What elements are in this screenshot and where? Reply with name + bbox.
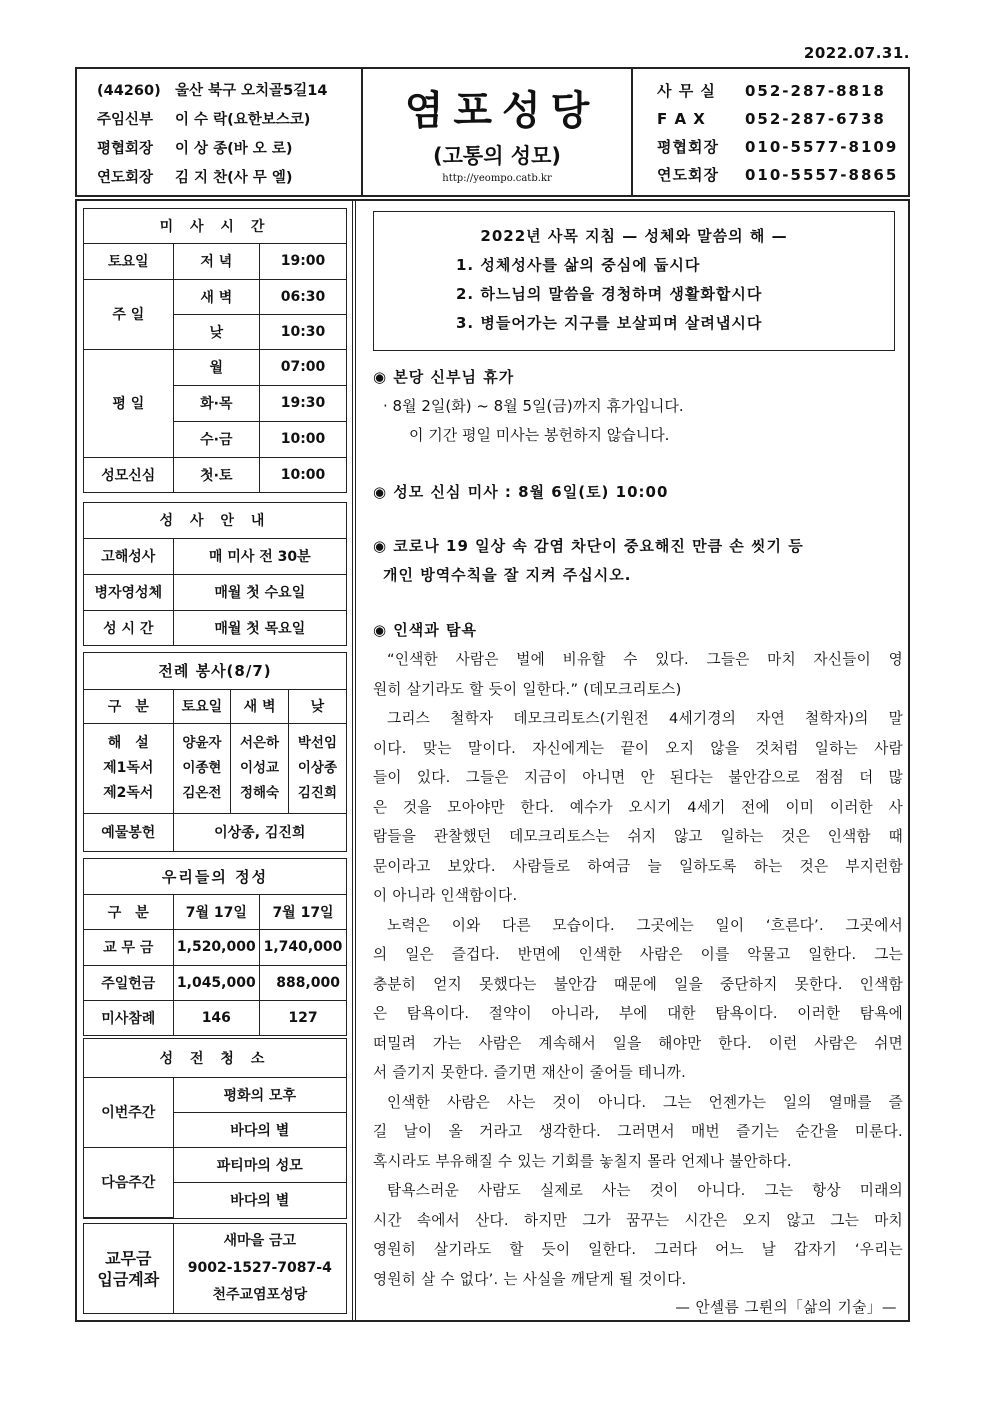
contact-label: 사 무 실: [657, 82, 716, 100]
donation-value: 146: [173, 1000, 259, 1035]
liturgy-roles: 해 설 제1독서 제2독서: [84, 723, 173, 813]
notice-vacation: [373, 363, 903, 450]
essay-body: [373, 645, 903, 1294]
church-url[interactable]: http://yeompo.catb.kr: [442, 173, 552, 184]
sacrament-box: [83, 502, 347, 646]
column-header: 낮: [288, 689, 346, 723]
mass-time: 07:00: [260, 349, 346, 385]
mass-time: 19:30: [260, 385, 346, 421]
mass-time: 19:00: [260, 243, 346, 279]
slot-label: 화·목: [173, 385, 259, 421]
sacrament-label: 고해성사: [84, 538, 173, 574]
pastor-name: 이 수 락(요한보스코): [175, 112, 311, 128]
donation-value: 1,045,000: [173, 965, 259, 1000]
account-label: 교무금 입금계좌: [84, 1224, 173, 1313]
column-header: 구 분: [84, 894, 173, 929]
mass-times-table: [84, 209, 346, 492]
prayer-label: 연도회장: [97, 170, 154, 186]
notice-title: 개인 방역수칙을 잘 지켜 주십시오.: [383, 566, 632, 584]
essay-line: 은 것을 모아야만 한다. 예수가 오시기 4세기 전에 이미 이러한 사: [373, 798, 903, 816]
essay-line: 길 날이 올 거라고 생각한다. 그러면서 매번 즐기는 순간을 미룬다.: [373, 1123, 903, 1140]
contact-number: 010-5577-8109: [745, 138, 899, 156]
liturgy-table: [84, 653, 346, 851]
issue-date: 2022.07.31.: [803, 44, 910, 62]
day-label: 토요일: [84, 243, 173, 279]
contact-number: 052-287-6738: [745, 110, 886, 128]
notice-title: ◉ 인색과 탐욕: [373, 621, 477, 639]
sacrament-value: 매월 첫 수요일: [173, 574, 346, 610]
sacrament-value: 매 미사 전 30분: [173, 538, 346, 574]
contact-office: [657, 77, 908, 105]
postal-code: (44260): [97, 83, 161, 99]
donation-table: [84, 859, 346, 1035]
offering-names: 이상종, 김진희: [173, 813, 346, 851]
contacts: [633, 69, 908, 195]
essay-line: 탐욕스러운 사람도 실제로 사는 것이 아니다. 그는 항상 미래의: [387, 1182, 903, 1199]
sacrament-value: 매월 첫 목요일: [173, 610, 346, 645]
council-name: 이 상 종(바 오 로): [175, 141, 293, 157]
slot-label: 첫·토: [173, 457, 259, 492]
donation-value: 127: [260, 1000, 346, 1035]
donation-title: 우리들의 정성: [84, 859, 346, 894]
essay-line: 문이라고 보았다. 사람들로 하여금 늘 일하도록 하는 것은 부지런함: [373, 857, 903, 875]
motto-item: 3. 병들어가는 지구를 보살피며 살려냅시다: [456, 314, 763, 332]
essay-line: 영원히 살 수 없다’. 는 사실을 깨닫게 될 것이다.: [373, 1270, 687, 1288]
contact-number: 052-287-8818: [745, 82, 886, 100]
essay-line: 이다. 맞는 말이다. 자신에게는 끝이 오지 않을 것처럼 일하는 사람: [373, 739, 903, 757]
cleaning-box: [83, 1038, 347, 1219]
bank-name: 새마을 금고: [223, 1233, 297, 1249]
this-week-label: 이번주간: [84, 1077, 173, 1147]
header: [75, 67, 910, 197]
cleaning-group: 바다의 별: [173, 1182, 346, 1217]
slot-label: 새 벽: [173, 279, 259, 314]
cleaning-group: 바다의 별: [173, 1112, 346, 1147]
mass-time: 06:30: [260, 279, 346, 314]
column-header: 새 벽: [231, 689, 289, 723]
contact-fax: [657, 105, 908, 133]
day-label: 주 일: [84, 279, 173, 349]
notice-covid: [373, 532, 903, 590]
liturgy-title: 전례 봉사(8/7): [84, 653, 346, 689]
column-header: 토요일: [173, 689, 231, 723]
slot-label: 저 녁: [173, 243, 259, 279]
essay-line: 시간 속에서 산다. 하지만 그가 꿈꾸는 시간은 오지 않고 그는 마치: [373, 1211, 903, 1229]
prayer-name: 김 지 찬(사 무 엘): [175, 170, 293, 186]
church-name: 염포성당: [404, 88, 600, 134]
essay-line: 그리스 철학자 데모크리토스(기원전 4세기경의 자연 철학자)의 말: [387, 710, 903, 727]
essay-line: 서 즐기지 못한다. 즐기면 재산이 줄어들 테니까.: [373, 1064, 687, 1081]
donation-label: 주일헌금: [84, 965, 173, 1000]
sacrament-title: 성 사 안 내: [84, 503, 346, 538]
liturgy-dawn-names: 서은하 이성교 정해숙: [231, 723, 289, 813]
masthead: [363, 69, 633, 195]
contact-label: F A X: [657, 110, 706, 128]
essay-line: 충분히 얻지 못했다는 불안감 때문에 일을 중단하지 못한다. 인색함: [373, 975, 903, 993]
mass-time: 10:00: [260, 421, 346, 457]
notice-essay: [373, 616, 903, 1322]
council-label: 평협회장: [97, 141, 154, 157]
pastoral-motto-box: [373, 211, 895, 351]
account-number: 9002-1527-7087-4: [187, 1260, 332, 1276]
column-header: 7월 17일: [260, 894, 346, 929]
prayer-row: [97, 164, 361, 193]
cleaning-group: 평화의 모후: [173, 1077, 346, 1112]
essay-line: 혹시라도 부유해질 수 있는 기회를 놓칠지 몰라 언제나 불안하다.: [373, 1152, 792, 1170]
council-row: [97, 135, 361, 164]
contact-council: [657, 133, 908, 161]
day-label: 평 일: [84, 349, 173, 457]
pastor-label: 주임신부: [97, 112, 154, 128]
essay-line: 영원히 살기라도 할 듯이 일한다. 그러다 어느 날 갑자기 ‘우리는: [373, 1241, 903, 1258]
essay-line: 인색한 사람은 사는 것이 아니다. 그는 언젠가는 일의 열매를 즐: [387, 1093, 903, 1111]
column-header: 구 분: [84, 689, 173, 723]
donation-label: 교 무 금: [84, 929, 173, 965]
donation-value: 888,000: [260, 965, 346, 1000]
essay-line: 원히 살기라도 할 듯이 일한다.” (데모크리토스): [373, 680, 682, 698]
essay-line: 떠밀려 가는 사람은 계속해서 일을 해야만 한다. 이런 사람은 쉬면: [373, 1034, 903, 1052]
motto-title: 2022년 사목 지침 — 성체와 말씀의 해 —: [480, 227, 788, 245]
mass-times-title: 미 사 시 간: [84, 209, 346, 243]
sacrament-label: 성 시 간: [84, 610, 173, 645]
contact-label: 연도회장: [657, 166, 719, 184]
essay-line: 이 아니라 인색함이다.: [373, 887, 518, 904]
motto-item: 1. 성체성사를 삶의 중심에 둡시다: [456, 256, 701, 274]
slot-label: 월: [173, 349, 259, 385]
cleaning-title: 성 전 청 소: [84, 1039, 346, 1077]
slot-label: 수·금: [173, 421, 259, 457]
essay-line: 은 탐욕이다. 절약이 아니라, 부에 대한 탐욕이다. 이러한 탐욕에: [373, 1005, 903, 1022]
notice-title: ◉ 성모 신심 미사 : 8월 6일(토) 10:00: [373, 483, 669, 501]
notice-text: 이 기간 평일 미사는 봉헌하지 않습니다.: [409, 426, 670, 444]
sacrament-table: [84, 503, 346, 645]
mass-time: 10:00: [260, 457, 346, 492]
header-info: [77, 69, 363, 195]
cleaning-table: [84, 1039, 346, 1218]
next-week-label: 다음주간: [84, 1147, 173, 1217]
contact-number: 010-5557-8865: [745, 166, 899, 184]
essay-line: “인색한 사람은 벌에 비유할 수 있다. 그들은 마치 자신들이 영: [387, 651, 903, 668]
column-header: 7월 17일: [173, 894, 259, 929]
account-box: [83, 1223, 347, 1314]
essay-source: — 안셀름 그륀의「삶의 기술」—: [675, 1299, 897, 1316]
account-table: [84, 1224, 346, 1313]
pastor-row: [97, 106, 361, 135]
address: 울산 북구 오치골5길14: [175, 83, 328, 99]
contact-label: 평협회장: [657, 138, 719, 156]
contact-prayer: [657, 161, 908, 189]
account-holder: 천주교염포성당: [212, 1287, 308, 1303]
right-column: [367, 201, 902, 1320]
address-row: [97, 77, 361, 106]
liturgy-box: [83, 652, 347, 852]
liturgy-sat-names: 양윤자 이종현 김온전: [173, 723, 231, 813]
essay-line: 들이 있다. 그들은 지금이 아니면 안 된다는 불안감으로 점점 더 많: [373, 769, 903, 786]
mass-time: 10:30: [260, 314, 346, 349]
motto-item: 2. 하느님의 말씀을 경청하며 생활화합시다: [456, 285, 763, 303]
essay-line: 노력은 이와 다른 모습이다. 그곳에는 일이 ‘흐른다’. 그곳에서: [387, 916, 903, 934]
essay-line: 람들을 관찰했던 데모크리토스는 쉬지 않고 일하는 것은 인색함 때: [373, 828, 903, 845]
essay-line: 의 일은 즐겁다. 반면에 인색한 사람은 이를 악물고 일한다. 그는: [373, 946, 903, 963]
notice-title: ◉ 코로나 19 일상 속 감염 차단이 중요해진 만큼 손 씻기 등: [373, 537, 804, 555]
notice-mary-mass: [373, 478, 903, 507]
church-subtitle: (고통의 성모): [433, 144, 561, 168]
donation-box: [83, 858, 347, 1036]
offering-label: 예물봉헌: [84, 813, 173, 851]
sacrament-label: 병자영성체: [84, 574, 173, 610]
notice-text: · 8월 2일(화) ~ 8월 5일(금)까지 휴가입니다.: [383, 397, 684, 415]
cleaning-group: 파티마의 성모: [173, 1147, 346, 1182]
notice-title: ◉ 본당 신부님 휴가: [373, 368, 515, 386]
donation-value: 1,520,000: [173, 929, 259, 965]
donation-value: 1,740,000: [260, 929, 346, 965]
donation-label: 미사참례: [84, 1000, 173, 1035]
liturgy-noon-names: 박선임 이상종 김진희: [288, 723, 346, 813]
column-divider: [352, 201, 356, 1320]
day-label: 성모신심: [84, 457, 173, 492]
main-body: [75, 199, 910, 1322]
mass-times-box: [83, 208, 347, 493]
slot-label: 낮: [173, 314, 259, 349]
